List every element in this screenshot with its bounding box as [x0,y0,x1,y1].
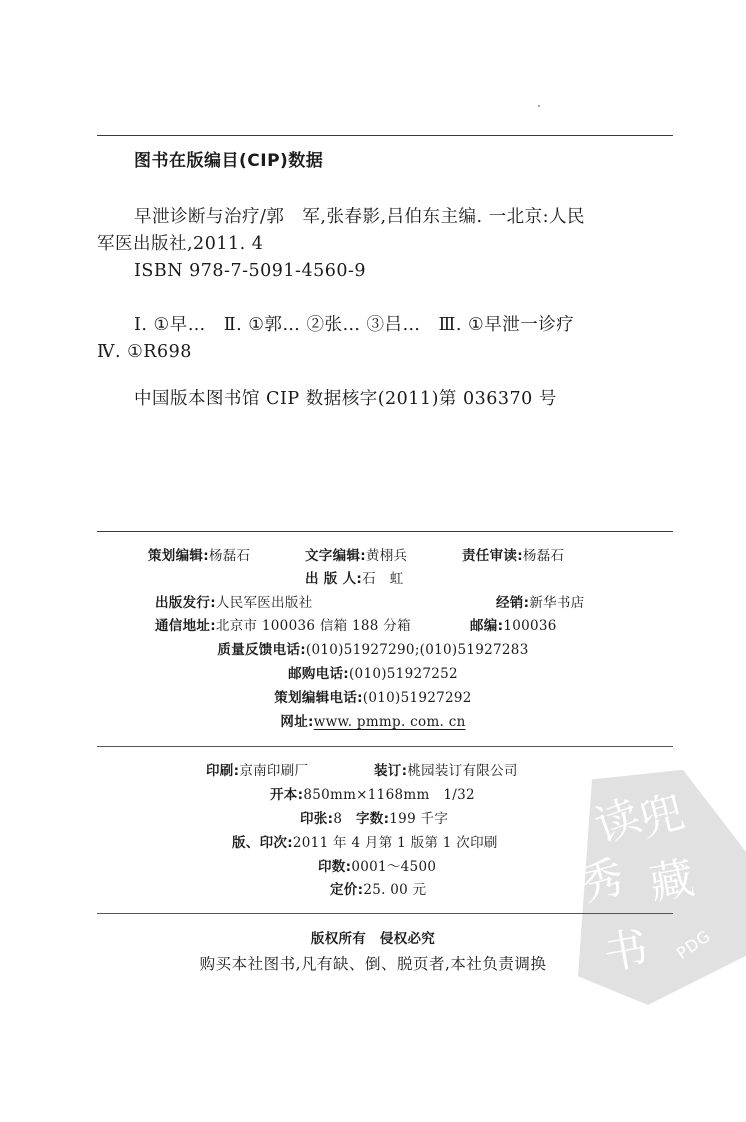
edition-value: 2011 年 4 月第 1 版第 1 次印刷 [292,835,498,851]
publisher-label: 出版发行: [155,595,216,611]
website [0,712,746,732]
publisher [155,593,313,613]
publisher-value: 人民军医出版社 [215,595,313,611]
copyright-rule [97,913,673,914]
reviewer [462,546,564,566]
printer [206,761,308,781]
publisher-person [305,569,404,589]
words-label: 字数: [355,811,390,827]
sheets-and-words [300,809,448,829]
mail-order-label: 邮购电话: [288,666,349,682]
planning-editor-label: 策划编辑: [148,548,209,564]
watermark-glyph: 藏 [645,852,699,911]
printer-value: 京南印刷厂 [239,763,309,779]
replacement-notice: 购买本社图书,凡有缺、倒、脱页者,本社负责调换 [199,955,547,973]
watermark-glyph: 秀 [574,851,630,912]
binder [374,761,518,781]
reviewer-label: 责任审读: [462,548,523,564]
text-editor-value: 黄栩兵 [365,548,408,564]
price-value: 25. 00 元 [363,882,427,898]
quality-phone-label: 质量反馈电话: [217,642,306,658]
reviewer-value: 杨磊石 [522,548,565,564]
planning-editor [148,546,250,566]
planning-phone [0,688,746,708]
cip-entry-line2: 军医出版社,2011. 4 [97,234,264,254]
website-link[interactable]: www. pmmp. com. cn [313,714,466,730]
cip-entry-line1: 早泄诊断与治疗/郭 军,张春影,吕伯东主编. 一北京:人民 [134,207,586,227]
watermark-glyph: 书 [599,922,653,981]
copies-value: 0001～4500 [351,859,437,875]
cip-class-line1: Ⅰ. ①早… Ⅱ. ①郭… ②张… ③吕… Ⅲ. ①早泄一诊疗 [134,315,575,335]
postcode [470,616,557,636]
copyright-notice: 版权所有 侵权必究 [310,931,436,947]
staff-rule [97,531,673,532]
postcode-value: 100036 [503,618,557,634]
planning-phone-value: (010)51927292 [362,690,472,706]
watermark-glyph: 读 [588,790,648,854]
distributor-value: 新华书店 [529,595,585,611]
printing-rule [97,746,673,747]
cip-record-number: 中国版本图书馆 CIP 数据核字(2011)第 036370 号 [134,389,557,409]
cip-class-line2: Ⅳ. ①R698 [97,342,192,362]
words-value: 199 千字 [389,811,449,827]
publisher-person-value: 石 虹 [362,571,404,587]
binder-value: 桃园装订有限公司 [407,763,518,779]
distributor-label: 经销: [496,595,530,611]
format-label: 开本: [270,787,304,803]
price-label: 定价: [330,882,364,898]
quality-phone [0,640,746,660]
text-editor-label: 文字编辑: [305,548,366,564]
planning-phone-label: 策划编辑电话: [274,690,363,706]
mail-order-value: (010)51927252 [348,666,458,682]
address-label: 通信地址: [155,618,216,634]
watermark-pdg-label: PDG [672,925,715,964]
scan-speck [538,105,540,107]
sheets-label: 印张: [300,811,334,827]
address [155,616,411,636]
price [330,880,426,900]
website-label: 网址: [280,714,314,730]
format-value: 850mm×1168mm 1/32 [303,787,475,803]
format [270,785,475,805]
copies [318,857,436,877]
edition-label: 版、印次: [232,835,293,851]
planning-editor-value: 杨磊石 [208,548,251,564]
mail-order-phone [0,664,746,684]
text-editor [305,546,407,566]
cip-heading: 图书在版编目(CIP)数据 [134,151,324,171]
top-rule [97,135,673,136]
copies-label: 印数: [318,859,352,875]
postcode-label: 邮编: [470,618,504,634]
publisher-person-label: 出 版 人: [305,571,363,587]
watermark-glyph: 兜 [634,786,690,847]
address-value: 北京市 100036 信箱 188 分箱 [215,618,411,634]
edition [232,833,498,853]
printer-label: 印刷: [206,763,240,779]
isbn: ISBN 978-7-5091-4560-9 [134,261,367,281]
quality-phone-value: (010)51927290;(010)51927283 [305,642,529,658]
sheets-value: 8 [333,811,343,827]
binder-label: 装订: [374,763,408,779]
distributor [496,593,585,613]
